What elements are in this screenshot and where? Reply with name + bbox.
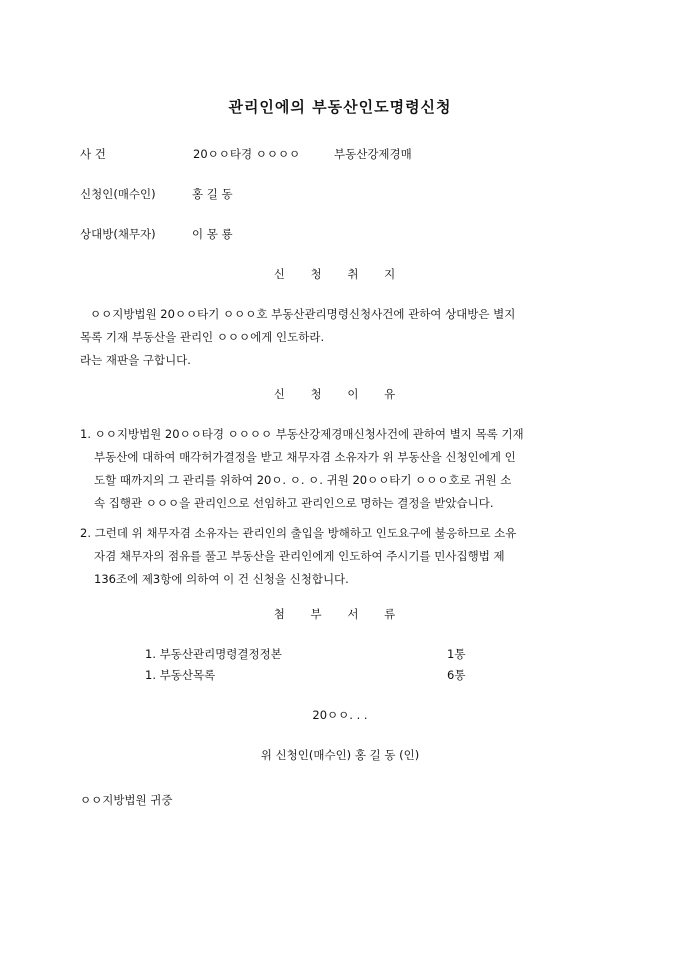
document-title: 관리인에의 부동산인도명령신청 — [228, 98, 452, 116]
filing-date: 20ㅇㅇ. . . — [312, 708, 368, 722]
reasons-heading: 신 청 이 유 — [273, 387, 407, 401]
attachment-name: 1. 부동산목록 — [145, 668, 216, 682]
attachment-count: 6통 — [447, 668, 466, 682]
purpose-heading: 신 청 취 지 — [273, 267, 407, 281]
purpose-line: 목록 기재 부동산을 관리인 ㅇㅇㅇ에게 인도하라. — [80, 330, 325, 344]
reason-line: 1. ㅇㅇ지방법원 20ㅇㅇ타경 ㅇㅇㅇㅇ 부동산강제경매신청사건에 관하여 별지 목록 기재 — [80, 427, 524, 441]
reason-item-2 — [80, 522, 516, 591]
reason-item-1 — [80, 423, 524, 515]
case-name: 부동산강제경매 — [334, 147, 412, 161]
applicant-label: 신청인(매수인) — [80, 187, 156, 201]
applicant-name: 홍 길 동 — [192, 187, 233, 201]
reason-line: 자겸 채무자의 점유를 풀고 부동산을 관리인에게 인도하여 주시기를 민사집행법 제 — [94, 549, 505, 563]
reason-line: 도할 때까지의 그 관리를 위하여 20ㅇ. ㅇ. ㅇ. 귀원 20ㅇㅇ타기 ㅇㅇㅇ호로 귀원 소 — [94, 473, 512, 487]
respondent-label: 상대방(채무자) — [80, 227, 156, 241]
reason-line: 2. 그런데 위 채무자겸 소유자는 관리인의 출입을 방해하고 인도요구에 불응하므로 소유 — [80, 526, 517, 540]
reason-line: 속 집행관 ㅇㅇㅇ을 관리인으로 선임하고 관리인으로 명하는 결정을 받았습니다. — [94, 496, 494, 510]
reason-line: 136조에 제3항에 의하여 이 건 신청을 신청합니다. — [94, 572, 349, 586]
purpose-line: 라는 재판을 구합니다. — [80, 353, 191, 367]
case-label: 사 건 — [80, 147, 106, 161]
case-number: 20ㅇㅇ타경 ㅇㅇㅇㅇ — [193, 147, 301, 161]
attachment-count: 1통 — [447, 647, 466, 661]
purpose-line: ㅇㅇ지방법원 20ㅇㅇ타기 ㅇㅇㅇ호 부동산관리명령신청사건에 관하여 상대방은 별지 — [90, 307, 516, 321]
court-addressee: ㅇㅇ지방법원 귀중 — [80, 793, 173, 807]
applicant-signature: 위 신청인(매수인) 홍 길 동 (인) — [260, 748, 420, 762]
purpose-body — [80, 303, 515, 372]
attachment-name: 1. 부동산관리명령결정정본 — [145, 647, 282, 661]
respondent-name: 이 몽 룡 — [192, 227, 233, 241]
attachments-heading: 첨 부 서 류 — [273, 607, 407, 621]
reason-line: 부동산에 대하여 매각허가결정을 받고 채무자겸 소유자가 위 부동산을 신청인에게 인 — [94, 450, 516, 464]
